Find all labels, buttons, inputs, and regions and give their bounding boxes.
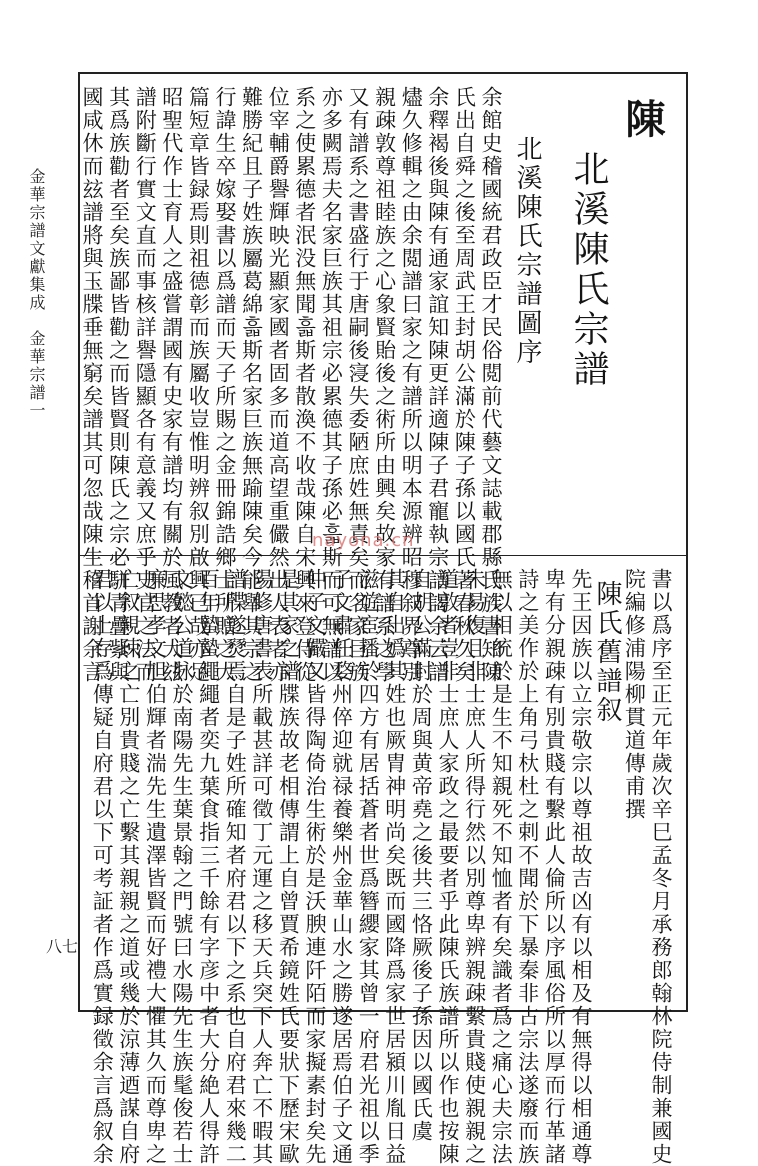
text-column: 未易復且非士庶人所得行然以別尊卑辨親疎繫貴賤使親親之 — [462, 568, 487, 1166]
text-column: 仲子文儼又皆得陶倚治生術於是沃腴連阡陌而家擬素封矣先 — [303, 568, 327, 1166]
text-column: 文懿公道脉於南陽先生葉景翰之門號曰水陽先生族髦俊若士 — [170, 568, 194, 1166]
text-column: 書以爲序至正元年歲次辛巳孟冬月承務郎翰林院侍制兼國史 — [649, 568, 673, 1166]
text-column: 又有譜系之書盛行于唐嗣後寖失委陋庶姓無責矣而名家巨族 — [346, 86, 370, 684]
text-column: 余釋褐後與陳有通家誼知陳更詳適陳子君寵執宗譜謁余云譜 — [425, 86, 450, 684]
text-column: 行諱生卒嫁娶書以爲譜而天子所賜之金冊錦誥鄉士所贈之大 — [213, 86, 237, 684]
text-column: 位宰輔爵譽輝映光顯家國者固多而道高望重儼然出人表者亦 — [266, 86, 291, 684]
text-column: 君以上存爲傳疑自府君以下可考証者作爲實録徵余言爲叙余 — [90, 568, 115, 1166]
text-column: 國咸休而玆譜將與玉牒垂無窮矣譜其可忽哉陳生稽首謝余言 — [80, 86, 104, 684]
text-column: 院編修浦陽柳貫道傳甫撰 — [622, 568, 647, 821]
genealogy-title: 北溪陳氏宗譜 — [568, 150, 609, 390]
clan-surname: 陳 — [619, 98, 665, 138]
page-number: 八七 — [46, 937, 79, 956]
text-column: 其爲族勸者至矣族鄙皆勸之而皆賢則陳氏之宗必駢青疊紫與 — [106, 86, 131, 684]
text-column: 氏出自舜之後至周武王封胡公滿於陳子孫以國氏著春秋久矣 — [452, 86, 477, 684]
text-column: 親疎敦尊祖睦族之心象賢貽後之術所由興矣故家有譜系之學 — [372, 86, 397, 684]
text-column: 先王因族以立宗敬宗以尊祖故吉凶有以相及有無得以相通尊 — [569, 568, 593, 1166]
text-column: 道敦者豈非士庶人家政之最要者乎此陳氏族譜所以作也按陳 — [436, 568, 460, 1166]
text-column: 廉思孝文旭伯輝者湍先生遺澤皆賢而好禮大懼其久而尊卑之 — [143, 568, 168, 1166]
text-column: 卑有分親疎有別貴賤有繫此人倫所以序風俗所以厚而行革諸 — [542, 568, 567, 1166]
text-column: 陽修唐書表所載甚詳可徵丁元運之移天兵突下人奔亡不暇其 — [249, 568, 274, 1166]
text-column: 篇短章皆録焉則祖德彰而族屬收豈惟明辨叙別啟興已哉亦足 — [186, 86, 211, 684]
text-column: 亦多闕焉夫名家巨族其祖宗必累德其子孫必흛斯而可無譜以 — [319, 86, 344, 684]
text-column: 系之使累德者泯没無聞흛斯者散渙不收哉陳自宋興來登侍從 — [292, 86, 317, 684]
collection-title: 金華宗譜文獻集成 金華宗譜一 — [27, 168, 46, 420]
text-column: 余館史稽國統君政臣才民俗閲前代藝文誌載郡縣氏族書知陳 — [479, 86, 503, 684]
text-column: 難勝紀且子姓族屬葛綿흛斯名家巨族無踰陳矣今能舉其宗之 — [239, 86, 264, 684]
text-column: 昭聖代作士育人之盛嘗謂國有史家有譜均有關於風教者大玆 — [159, 86, 184, 684]
preface-title: 北溪陳氏宗譜圖序 — [512, 135, 542, 367]
text-column: 百年蟄蟄繩繩者奕九葉食指三千餘有字彦中者大分絶人得許 — [196, 568, 221, 1166]
text-column: 亡叙親疎之亡別貴賤之亡繫其親親之道或幾於涼薄迺謀自府 — [116, 568, 141, 1166]
text-column: 燼久修輯之由余閲譜曰家之有譜所以明本源辨昭穆叙界尊別 — [399, 86, 424, 684]
old-preface-title: 陳氏舊譜叙 — [592, 580, 622, 725]
text-column: 無以相統於是生不知親死不知恤者有矣識者爲之痛心夫宗法 — [489, 568, 514, 1166]
watermark: nayona.cn — [312, 530, 415, 551]
text-column: 譜牒遂燹焉自是子姓所確知者府君以下之系也自府君來幾二 — [223, 568, 248, 1166]
text-column: 譜附斷行實文直而事核詳譽隱顯各有意義又庶乎史官之法而 — [133, 86, 158, 684]
text-column: 自胡公滿封於周與黄帝堯之後共三恪厥後子孫因以國氏虞 — [409, 568, 434, 1143]
text-column: 是其家之譜牒族故老相傳謂上自曾賈希鏡姓氏要狀下歷宋歐 — [276, 568, 301, 1166]
text-column: 滋遊宦播於四方有居括蒼者世爲簪纓家其曾一府君光祖以季 — [356, 568, 381, 1166]
text-column: 子文肅任婺州倅迎就禄養樂州金華山水之勝遂居焉伯子文通 — [329, 568, 354, 1166]
text-column: 詩之美作於上角弓杕杜之剌不聞於下暴秦非古宗法遂廢而族 — [515, 568, 540, 1166]
text-column: 其自出嬀其姓也厥胄神明尚矣既而國降爲家世居潁川胤日益 — [382, 568, 407, 1166]
